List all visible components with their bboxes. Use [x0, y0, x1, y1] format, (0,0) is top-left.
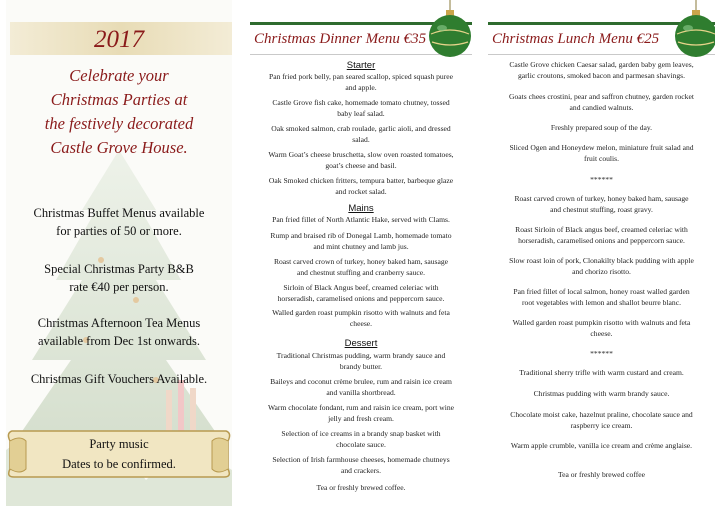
item-line: and rocket salad.: [335, 186, 387, 196]
info-line: available from Dec 1st onwards.: [37, 334, 201, 348]
dessert-heading: Dessert: [344, 338, 378, 349]
menu-item: [490, 470, 713, 481]
item-line: and apple.: [345, 82, 377, 92]
item-line: cheese.: [590, 328, 613, 338]
menu-item: [254, 483, 468, 494]
item-line: Baileys and coconut crème brulee, rum and raisin ice cream: [270, 377, 452, 386]
menu-item: [254, 72, 468, 93]
item-line: and candied walnuts.: [569, 102, 634, 112]
item-line: Tea or freshly brewed coffee.: [316, 483, 406, 492]
item-line: raspberry ice cream.: [570, 420, 633, 430]
menu-item: [254, 283, 468, 304]
item-line: Traditional sherry trifle with warm custard and cream.: [519, 368, 684, 377]
dates-text: Dates to be confirmed.: [62, 457, 176, 471]
menu-item: [254, 308, 468, 329]
info-line: Special Christmas Party B&B: [44, 262, 194, 276]
menu-item: [254, 257, 468, 278]
item-line: Warm chocolate fondant, rum and raisin ice cream, port wine: [268, 403, 454, 412]
menu-item: [254, 150, 468, 171]
item-line: Warm apple crumble, vanilla ice cream and crème anglaise.: [510, 441, 693, 450]
info-line: Christmas Gift Vouchers Available.: [30, 372, 208, 386]
item-line: Tea or freshly brewed coffee: [557, 470, 646, 479]
menu-item: [490, 287, 713, 308]
item-line: garlic croutons, smoked bacon and parmesan shavings.: [517, 70, 686, 80]
starter-heading: Starter: [346, 60, 376, 71]
item-line: Christmas pudding with warm brandy sauce.: [533, 389, 670, 398]
separator: ******: [590, 349, 613, 358]
bnb-rate-info: [6, 260, 232, 296]
item-line: Oak smoked salmon, crab roulade, garlic aioli, and dressed: [271, 124, 451, 133]
item-line: and mint chutney and lamb jus.: [313, 241, 409, 251]
item-line: Roast carved crown of turkey, honey baked ham, sausage: [514, 194, 689, 203]
celebrate-line: the festively decorated: [44, 114, 194, 133]
mains-heading: Mains: [348, 203, 374, 214]
item-line: Walled garden roast pumpkin risotto with walnuts and feta: [512, 318, 691, 327]
item-line: root vegetables with lemon and shallot beurre blanc.: [522, 297, 681, 307]
menu-item: [254, 98, 468, 119]
item-line: Roast carved crown of turkey, honey baked ham, sausage: [273, 257, 449, 266]
menu-item: [254, 403, 468, 424]
item-line: Sirloin of Black Angus beef, creamed celeriac with: [283, 283, 439, 292]
item-line: and chestnut stuffing and cranberry sauce.: [296, 267, 426, 277]
item-line: Goats chees crostini, pear and saffron chutney, garden rocket: [509, 92, 694, 101]
celebrate-line: Celebrate your: [69, 66, 169, 85]
gift-vouchers-info: [6, 370, 232, 388]
left-panel: [6, 0, 232, 506]
menu-item: [490, 256, 713, 277]
item-line: Pan fried fillet of local salmon, honey roast walled garden: [513, 287, 690, 296]
item-line: Oak Smoked chicken fritters, tempura batter, barbeque glaze: [268, 176, 454, 185]
item-line: Slow roast loin of pork, Clonakilty black pudding with apple: [509, 256, 694, 265]
menu-item: [254, 377, 468, 398]
item-line: Warm Goat’s cheese bruschetta, slow oven roasted tomatoes,: [268, 150, 454, 159]
menu-item: [254, 351, 468, 372]
item-line: goat’s cheese and basil.: [325, 160, 397, 170]
year-title: 2017: [94, 26, 144, 53]
menu-item: [490, 410, 713, 431]
item-line: chocolate sauce.: [336, 439, 386, 449]
menu-item: [490, 441, 713, 452]
dinner-menu-title: Christmas Dinner Menu €35: [254, 31, 427, 47]
buffet-menus-info: [6, 204, 232, 240]
menu-item: [490, 92, 713, 113]
menu-item: [254, 215, 468, 226]
menu-item: [490, 318, 713, 339]
item-line: cheese.: [349, 318, 373, 328]
menu-item: [254, 231, 468, 252]
item-line: Pan fried pork belly, pan seared scallop, spiced squash puree: [268, 72, 454, 81]
menu-item: [490, 368, 713, 379]
celebrate-line: Christmas Parties at: [50, 90, 188, 109]
info-line: Christmas Afternoon Tea Menus: [37, 316, 201, 330]
item-line: Castle Grove fish cake, homemade tomato chutney, tossed: [272, 98, 450, 107]
menu-item: [490, 143, 713, 164]
item-line: Rump and braised rib of Donegal Lamb, homemade tomato: [270, 231, 452, 240]
item-line: Freshly prepared soup of the day.: [550, 123, 653, 132]
item-line: brandy butter.: [339, 361, 383, 371]
menu-item: [490, 123, 713, 134]
item-line: jelly and fresh cream.: [328, 413, 394, 423]
bauble-ornament-icon: [426, 0, 474, 60]
item-line: Traditional Christmas pudding, warm brandy sauce and: [276, 351, 446, 360]
info-line: rate €40 per person.: [69, 280, 169, 294]
bauble-ornament-icon: [672, 0, 715, 60]
item-line: Walled garden roast pumpkin risotto with walnuts and feta: [272, 308, 450, 317]
celebrate-heading: [6, 64, 232, 160]
celebrate-line: Castle Grove House.: [50, 138, 188, 157]
menu-item: [254, 429, 468, 450]
item-line: horseradish, caramelised onions and peppercorn sauce.: [277, 293, 445, 303]
menu-item: [490, 225, 713, 246]
item-line: and chestnut stuffing, roast gravy.: [550, 204, 653, 214]
info-line: for parties of 50 or more.: [56, 224, 182, 238]
item-line: and crackers.: [340, 465, 382, 475]
item-line: Sliced Ogen and Honeydew melon, miniature fruit salad and: [509, 143, 694, 152]
item-line: Selection of ice creams in a brandy snap basket with: [281, 429, 441, 438]
lunch-menu-title: Christmas Lunch Menu €25: [492, 31, 660, 47]
item-line: fruit coulis.: [583, 153, 619, 163]
menu-item: [490, 194, 713, 215]
info-line: Christmas Buffet Menus available: [33, 206, 205, 220]
menu-item: [254, 455, 468, 476]
scroll-banner: [6, 425, 232, 481]
menu-item: [490, 389, 713, 400]
item-line: Roast Sirloin of Black angus beef, creamed celeriac with: [515, 225, 688, 234]
afternoon-tea-info: [6, 314, 232, 350]
party-music-text: Party music: [89, 437, 149, 451]
item-line: and vanilla shortbread.: [326, 387, 396, 397]
menu-item: [490, 60, 713, 81]
separator: ******: [590, 175, 613, 184]
lunch-menu-panel: [488, 0, 715, 506]
menu-item: [254, 124, 468, 145]
item-line: horseradish, caramelised onions and peppercorn sauce.: [518, 235, 685, 245]
menu-item: [254, 176, 468, 197]
item-line: Chocolate moist cake, hazelnut praline, chocolate sauce and: [510, 410, 693, 419]
item-line: Selection of Irish farmhouse cheeses, homemade chutneys: [272, 455, 450, 464]
dinner-menu-panel: [250, 0, 472, 506]
item-line: Pan fried fillet of North Atlantic Hake, served with Clams.: [272, 215, 450, 224]
item-line: baby leaf salad.: [337, 108, 385, 118]
item-line: and chorizo risotto.: [572, 266, 631, 276]
item-line: Castle Grove chicken Caesar salad, garden baby gem leaves,: [509, 60, 694, 69]
item-line: salad.: [352, 134, 370, 144]
